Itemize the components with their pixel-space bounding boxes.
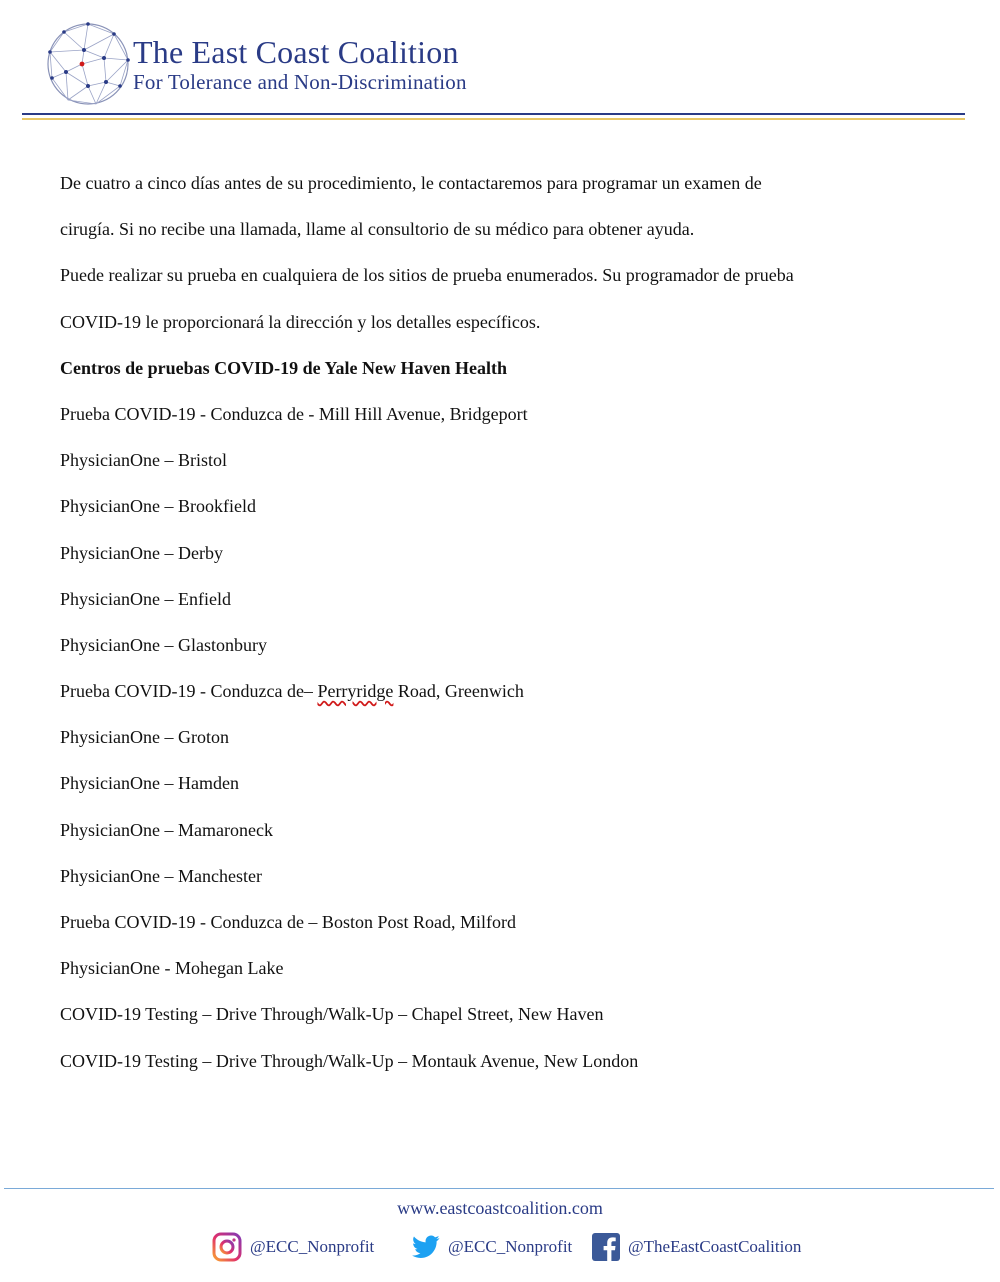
header-divider-gold bbox=[22, 118, 965, 120]
globe-logo-icon bbox=[44, 20, 132, 108]
instagram-link[interactable] bbox=[212, 1232, 374, 1262]
header-divider-blue bbox=[22, 113, 965, 115]
testing-site-item: Prueba COVID-19 - Conduzca de – Boston Post Road, Milford bbox=[60, 912, 516, 932]
twitter-link[interactable] bbox=[412, 1232, 572, 1262]
organization-subtitle: For Tolerance and Non-Discrimination bbox=[133, 70, 467, 94]
testing-site-item: PhysicianOne - Mohegan Lake bbox=[60, 958, 284, 979]
facebook-handle: @TheEastCoastCoalition bbox=[628, 1237, 802, 1256]
letterhead bbox=[0, 0, 1000, 130]
testing-site-item: PhysicianOne – Mamaroneck bbox=[60, 819, 273, 840]
testing-site-item: PhysicianOne – Enfield bbox=[60, 588, 231, 609]
instagram-handle: @ECC_Nonprofit bbox=[250, 1237, 375, 1256]
testing-site-item: PhysicianOne – Manchester bbox=[60, 865, 262, 886]
facebook-icon bbox=[592, 1233, 620, 1261]
testing-site-item: PhysicianOne – Bristol bbox=[60, 450, 227, 471]
testing-site-item: PhysicianOne – Glastonbury bbox=[60, 634, 267, 655]
spellcheck-flagged-word: Perryridge bbox=[317, 681, 394, 702]
intro-line: COVID-19 le proporcionará la dirección y los detalles específicos. bbox=[60, 311, 541, 332]
testing-site-item: PhysicianOne – Groton bbox=[60, 727, 229, 748]
testing-site-item: PhysicianOne – Brookfield bbox=[60, 496, 256, 517]
footer-divider bbox=[4, 1188, 994, 1189]
instagram-icon bbox=[212, 1232, 242, 1262]
site-text: Prueba COVID-19 - Conduzca de– bbox=[60, 681, 318, 702]
testing-site-item: PhysicianOne – Derby bbox=[60, 542, 223, 563]
section-heading: Centros de pruebas COVID-19 de Yale New Haven Health bbox=[60, 357, 507, 378]
intro-line: cirugía. Si no recibe una llamada, llame al consultorio de su médico para obtener ayuda. bbox=[60, 219, 695, 240]
testing-site-item: COVID-19 Testing – Drive Through/Walk-Up – Chapel Street, New Haven bbox=[60, 1004, 604, 1025]
website-link[interactable]: www.eastcoastcoalition.com bbox=[397, 1198, 603, 1218]
testing-site-item: COVID-19 Testing – Drive Through/Walk-Up – Montauk Avenue, New London bbox=[60, 1050, 639, 1071]
organization-title: The East Coast Coalition bbox=[133, 34, 459, 70]
facebook-link[interactable] bbox=[592, 1232, 801, 1262]
document-body bbox=[60, 160, 960, 1084]
site-text: Road, Greenwich bbox=[393, 681, 524, 702]
twitter-handle: @ECC_Nonprofit bbox=[448, 1237, 573, 1256]
testing-site-item: Prueba COVID-19 - Conduzca de - Mill Hill Avenue, Bridgeport bbox=[60, 403, 528, 424]
intro-line: Puede realizar su prueba en cualquiera de los sitios de prueba enumerados. Su programador de prueba bbox=[60, 265, 794, 286]
intro-line: De cuatro a cinco días antes de su procedimiento, le contactaremos para programar un examen de bbox=[60, 173, 762, 193]
testing-site-item bbox=[60, 668, 960, 714]
testing-site-item: PhysicianOne – Hamden bbox=[60, 773, 239, 794]
twitter-icon bbox=[412, 1235, 440, 1259]
